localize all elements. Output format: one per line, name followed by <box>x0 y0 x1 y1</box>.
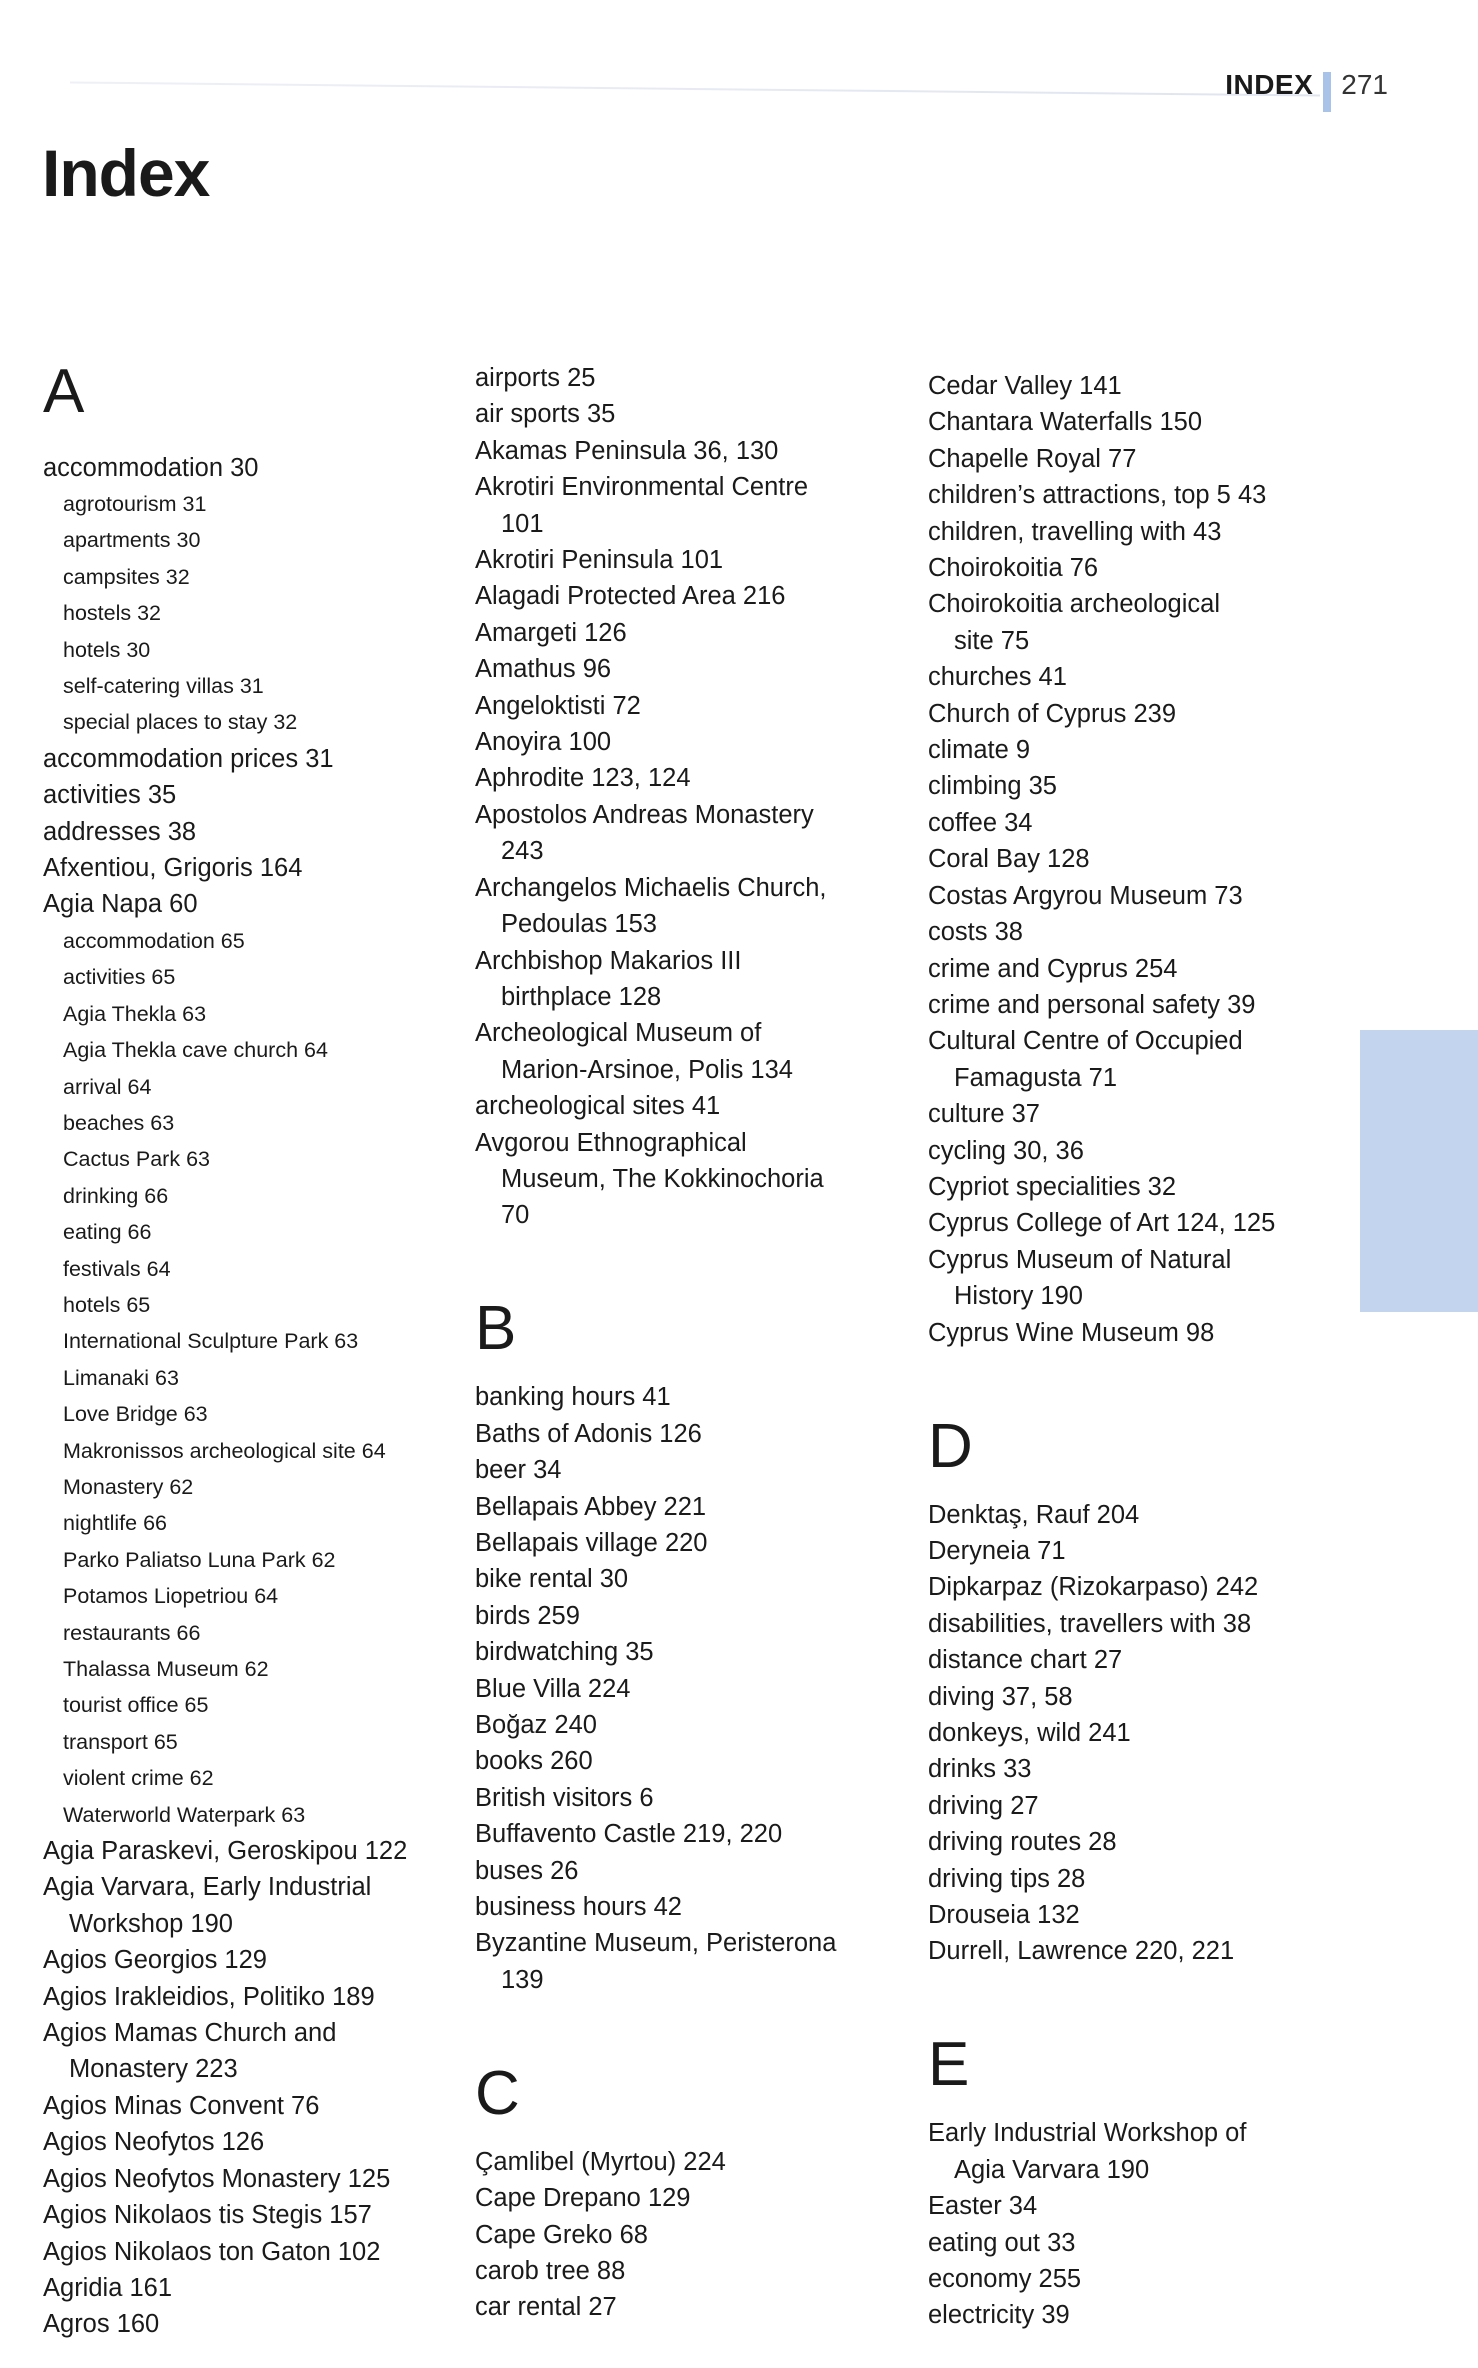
entry-text: Buffavento Castle 219, 220 <box>475 1820 783 1849</box>
entry-text: Agridia 161 <box>43 2273 173 2302</box>
index-entry <box>928 659 1358 695</box>
index-entry <box>928 586 1358 659</box>
entry-text: Agia Paraskevi, Geroskipou 122 <box>43 1837 408 1866</box>
entry-text: Agios Neofytos Monastery 125 <box>43 2164 391 2193</box>
index-entry <box>928 1715 1358 1751</box>
index-subentry <box>43 1469 473 1505</box>
entry-text: hostels 32 <box>63 601 162 626</box>
index-entry <box>475 651 905 687</box>
index-subentry <box>43 1214 473 1250</box>
section-label: INDEX <box>1225 69 1314 100</box>
index-entry <box>43 1833 473 1869</box>
index-entry <box>43 2234 473 2270</box>
entry-text: Archbishop Makarios III <box>475 946 742 975</box>
entry-text: churches 41 <box>928 663 1067 692</box>
index-entry <box>475 1925 905 1998</box>
entry-text: tourist office 65 <box>63 1693 209 1718</box>
letter-heading: E <box>928 2030 970 2100</box>
entry-text: Çamlibel (Myrtou) 224 <box>475 2147 726 2176</box>
index-entry <box>475 1707 905 1743</box>
entry-text: drinking 66 <box>63 1183 169 1208</box>
entry-text: Bellapais Abbey 221 <box>475 1492 707 1521</box>
index-entry <box>928 1788 1358 1824</box>
index-entry <box>475 1598 905 1634</box>
entry-text: Agros 160 <box>43 2310 160 2339</box>
index-entry <box>928 1205 1358 1241</box>
entry-text: birdwatching 35 <box>475 1638 654 1667</box>
entry-text: Costas Argyrou Museum 73 <box>928 881 1243 910</box>
letter-heading: B <box>475 1294 517 1364</box>
index-entry <box>43 741 473 777</box>
entry-text: climate 9 <box>928 736 1031 765</box>
index-entry <box>475 1088 905 1124</box>
entry-text: Durrell, Lawrence 220, 221 <box>928 1937 1235 1966</box>
entry-text: Monastery 62 <box>63 1474 194 1499</box>
index-subentry <box>43 959 473 995</box>
entry-text: Potamos Liopetriou 64 <box>63 1584 279 1609</box>
index-entry <box>475 433 905 469</box>
index-entry <box>475 2217 905 2253</box>
entry-text: Cyprus College of Art 124, 125 <box>928 1209 1276 1238</box>
index-entry <box>475 1525 905 1561</box>
index-entry <box>475 870 905 943</box>
index-entry <box>928 1679 1358 1715</box>
index-subentry <box>43 1323 473 1359</box>
index-entry <box>475 2289 905 2325</box>
entry-text: British visitors 6 <box>475 1783 654 1812</box>
entry-text: Agia Thekla cave church 64 <box>63 1038 328 1063</box>
entry-text: Makronissos archeological site 64 <box>63 1438 386 1463</box>
entry-text: hotels 65 <box>63 1292 151 1317</box>
index-entry <box>928 368 1358 404</box>
index-entry <box>928 696 1358 732</box>
index-subentry <box>43 1760 473 1796</box>
index-entry <box>43 850 473 886</box>
entry-text: Cultural Centre of Occupied <box>928 1027 1243 1056</box>
header-divider <box>1323 72 1331 112</box>
index-entry <box>928 1606 1358 1642</box>
index-entry <box>475 1889 905 1925</box>
index-subentry <box>43 704 473 740</box>
entry-text: Akrotiri Peninsula 101 <box>475 546 724 575</box>
entry-text: Agios Nikolaos tis Stegis 157 <box>43 2201 372 2230</box>
entry-text: coffee 34 <box>928 808 1033 837</box>
entry-text: Baths of Adonis 126 <box>475 1419 702 1448</box>
entry-text: disabilities, travellers with 38 <box>928 1609 1252 1638</box>
index-entry <box>43 2270 473 2306</box>
entry-text: driving 27 <box>928 1791 1039 1820</box>
index-entry <box>475 1416 905 1452</box>
entry-continuation: Monastery 223 <box>69 2055 238 2084</box>
entry-text: beaches 63 <box>63 1110 175 1135</box>
entry-text: Agia Thekla 63 <box>63 1001 207 1026</box>
index-entry <box>475 2180 905 2216</box>
entry-text: arrival 64 <box>63 1074 152 1099</box>
entry-text: festivals 64 <box>63 1256 171 1281</box>
entry-text: birds 259 <box>475 1601 580 1630</box>
entry-text: eating 66 <box>63 1220 152 1245</box>
index-entry <box>475 1489 905 1525</box>
index-entry <box>43 886 473 922</box>
entry-text: cycling 30, 36 <box>928 1136 1084 1165</box>
entry-text: beer 34 <box>475 1456 562 1485</box>
index-subentry <box>43 632 473 668</box>
entry-text: Agios Minas Convent 76 <box>43 2091 320 2120</box>
index-entry <box>475 360 905 396</box>
entry-text: activities 65 <box>63 965 176 990</box>
letter-heading: D <box>928 1411 973 1481</box>
entry-text: Cypriot specialities 32 <box>928 1172 1177 1201</box>
entry-text: Afxentiou, Grigoris 164 <box>43 854 303 883</box>
entry-text: special places to stay 32 <box>63 710 298 735</box>
index-entry <box>928 441 1358 477</box>
index-entry <box>928 1751 1358 1787</box>
entry-text: airports 25 <box>475 364 596 392</box>
index-entry <box>475 615 905 651</box>
index-entry <box>475 2253 905 2289</box>
index-entry <box>43 814 473 850</box>
index-entry <box>43 1979 473 2015</box>
entry-text: Angeloktisti 72 <box>475 691 641 720</box>
entry-text: Church of Cyprus 239 <box>928 699 1177 728</box>
entry-text: restaurants 66 <box>63 1620 201 1645</box>
index-entry <box>475 760 905 796</box>
index-entry <box>475 1671 905 1707</box>
index-subentry <box>43 486 473 522</box>
index-entry <box>928 987 1358 1023</box>
entry-text: Chantara Waterfalls 150 <box>928 408 1203 437</box>
index-entry <box>928 1315 1358 1351</box>
entry-continuation: site 75 <box>954 626 1030 655</box>
letter-heading: A <box>43 356 85 426</box>
index-subentry <box>43 1251 473 1287</box>
entry-continuation: 139 <box>501 1965 544 1994</box>
entry-text: Coral Bay 128 <box>928 845 1090 874</box>
entry-text: addresses 38 <box>43 817 197 846</box>
index-entry <box>475 1780 905 1816</box>
entry-text: Limanaki 63 <box>63 1365 179 1390</box>
index-subentry <box>43 1578 473 1614</box>
entry-text: Cedar Valley 141 <box>928 372 1122 400</box>
index-subentry <box>43 996 473 1032</box>
index-entry <box>475 2144 905 2180</box>
entry-text: Parko Paliatso Luna Park 62 <box>63 1547 336 1572</box>
entry-continuation: 243 <box>501 837 544 866</box>
entry-text: Dipkarpaz (Rizokarpaso) 242 <box>928 1573 1259 1602</box>
entry-text: climbing 35 <box>928 772 1057 801</box>
entry-text: activities 35 <box>43 781 177 810</box>
entry-text: banking hours 41 <box>475 1383 671 1412</box>
index-subentry <box>43 559 473 595</box>
index-entry <box>475 1379 905 1415</box>
entry-text: Agios Nikolaos ton Gaton 102 <box>43 2237 381 2266</box>
entry-text: International Sculpture Park 63 <box>63 1329 359 1354</box>
index-entry <box>928 1824 1358 1860</box>
entry-text: bike rental 30 <box>475 1565 629 1594</box>
index-entry <box>475 724 905 760</box>
index-entry <box>475 1452 905 1488</box>
entry-text: Agios Neofytos 126 <box>43 2128 265 2157</box>
entry-text: donkeys, wild 241 <box>928 1719 1131 1747</box>
running-header <box>1225 58 1388 112</box>
index-entry <box>475 1816 905 1852</box>
letter-heading: C <box>475 2058 520 2128</box>
entry-text: driving tips 28 <box>928 1864 1086 1893</box>
entry-text: Akrotiri Environmental Centre <box>475 473 809 502</box>
index-subentry <box>43 1724 473 1760</box>
entry-text: children’s attractions, top 5 43 <box>928 481 1267 510</box>
entry-text: business hours 42 <box>475 1893 682 1922</box>
index-entry <box>475 797 905 870</box>
index-entry <box>475 1634 905 1670</box>
index-entry <box>928 1023 1358 1096</box>
entry-text: Archangelos Michaelis Church, <box>475 873 827 902</box>
entry-text: apartments 30 <box>63 528 201 553</box>
index-entry <box>928 2297 1358 2333</box>
entry-text: Denktaş, Rauf 204 <box>928 1500 1140 1529</box>
entry-text: campsites 32 <box>63 564 190 589</box>
index-entry <box>43 1942 473 1978</box>
index-entry <box>928 2115 1358 2188</box>
index-entry <box>928 1533 1358 1569</box>
index-subentry <box>43 923 473 959</box>
entry-text: Amargeti 126 <box>475 618 627 647</box>
entry-continuation: Museum, The Kokkinochoria <box>501 1164 824 1193</box>
index-entry <box>928 2261 1358 2297</box>
index-entry <box>928 841 1358 877</box>
index-entry <box>475 1743 905 1779</box>
entry-text: driving routes 28 <box>928 1828 1117 1857</box>
index-subentry <box>43 1651 473 1687</box>
chapter-thumb-tab <box>1360 1030 1478 1312</box>
entry-text: Agios Mamas Church and <box>43 2019 337 2048</box>
entry-text: Amathus 96 <box>475 655 612 684</box>
entry-text: Agia Varvara, Early Industrial <box>43 1873 372 1902</box>
entry-text: Apostolos Andreas Monastery <box>475 800 814 829</box>
entry-text: transport 65 <box>63 1729 178 1754</box>
index-entry <box>928 878 1358 914</box>
entry-text: accommodation 65 <box>63 928 245 953</box>
index-subentry <box>43 1615 473 1651</box>
index-entry <box>475 1853 905 1889</box>
index-column-1 <box>43 304 473 2343</box>
index-subentry <box>43 522 473 558</box>
entry-text: Alagadi Protected Area 216 <box>475 582 786 611</box>
entry-text: Avgorou Ethnographical <box>475 1128 747 1157</box>
entry-text: diving 37, 58 <box>928 1682 1073 1711</box>
index-subentry <box>43 595 473 631</box>
entry-text: electricity 39 <box>928 2301 1070 2330</box>
entry-continuation: birthplace 128 <box>501 982 662 1011</box>
entry-continuation: Pedoulas 153 <box>501 910 657 939</box>
index-entry <box>928 1169 1358 1205</box>
index-subentry <box>43 1542 473 1578</box>
entry-text: Boğaz 240 <box>475 1711 597 1739</box>
index-entry <box>928 768 1358 804</box>
entry-text: Agios Georgios 129 <box>43 1946 267 1975</box>
entry-text: Love Bridge 63 <box>63 1402 208 1427</box>
entry-text: Archeological Museum of <box>475 1019 762 1048</box>
entry-text: violent crime 62 <box>63 1766 214 1791</box>
index-entry <box>475 1015 905 1088</box>
index-entry <box>928 477 1358 513</box>
entry-text: Cape Drepano 129 <box>475 2184 691 2213</box>
entry-text: books 260 <box>475 1747 593 1776</box>
entry-continuation: 70 <box>501 1201 530 1230</box>
index-entry <box>43 2088 473 2124</box>
index-entry <box>43 2124 473 2160</box>
entry-text: Agios Irakleidios, Politiko 189 <box>43 1982 375 2011</box>
entry-text: buses 26 <box>475 1856 579 1885</box>
index-subentry <box>43 1396 473 1432</box>
entry-continuation: Marion-Arsinoe, Polis 134 <box>501 1055 793 1084</box>
index-column-2 <box>475 360 905 2326</box>
entry-continuation: Agia Varvara 190 <box>954 2155 1150 2184</box>
entry-text: agrotourism 31 <box>63 492 207 516</box>
index-entry <box>475 943 905 1016</box>
index-entry <box>928 914 1358 950</box>
entry-text: Cape Greko 68 <box>475 2220 648 2249</box>
index-entry <box>928 1497 1358 1533</box>
entry-continuation: Famagusta 71 <box>954 1063 1118 1092</box>
index-entry <box>475 688 905 724</box>
index-entry <box>928 732 1358 768</box>
index-entry <box>928 404 1358 440</box>
entry-text: Cyprus Museum of Natural <box>928 1245 1232 1274</box>
index-subentry <box>43 668 473 704</box>
index-subentry <box>43 1069 473 1105</box>
entry-text: Chapelle Royal 77 <box>928 444 1137 473</box>
index-entry <box>928 1133 1358 1169</box>
entry-text: Drouseia 132 <box>928 1901 1080 1930</box>
index-entry <box>475 396 905 432</box>
entry-text: accommodation prices 31 <box>43 744 334 773</box>
index-entry <box>475 542 905 578</box>
index-column-3 <box>928 368 1358 2334</box>
entry-text: Akamas Peninsula 36, 130 <box>475 436 779 465</box>
index-entry <box>43 2306 473 2342</box>
entry-text: Easter 34 <box>928 2192 1038 2221</box>
index-subentry <box>43 1032 473 1068</box>
index-subentry <box>43 1287 473 1323</box>
index-entry <box>928 2188 1358 2224</box>
index-entry <box>43 2161 473 2197</box>
index-entry <box>928 805 1358 841</box>
entry-text: culture 37 <box>928 1100 1040 1129</box>
entry-text: crime and Cyprus 254 <box>928 954 1178 983</box>
index-subentry <box>43 1360 473 1396</box>
index-entry <box>43 450 473 486</box>
entry-continuation: Workshop 190 <box>69 1909 233 1938</box>
entry-text: Choirokoitia 76 <box>928 554 1099 583</box>
index-entry <box>928 1569 1358 1605</box>
header-rule <box>70 81 1320 96</box>
index-entry <box>43 2015 473 2088</box>
index-subentry <box>43 1141 473 1177</box>
entry-text: children, travelling with 43 <box>928 517 1222 546</box>
entry-text: nightlife 66 <box>63 1511 167 1536</box>
entry-text: drinks 33 <box>928 1755 1032 1784</box>
entry-text: Aphrodite 123, 124 <box>475 764 691 793</box>
entry-text: carob tree 88 <box>475 2257 626 2286</box>
index-entry <box>928 1242 1358 1315</box>
index-entry <box>43 777 473 813</box>
index-entry <box>475 1197 905 1233</box>
index-entry <box>475 1125 905 1198</box>
entry-text: Cyprus Wine Museum 98 <box>928 1318 1215 1347</box>
entry-text: Thalassa Museum 62 <box>63 1657 269 1681</box>
entry-continuation: 101 <box>501 509 544 538</box>
index-entry <box>928 514 1358 550</box>
entry-text: distance chart 27 <box>928 1646 1123 1675</box>
index-entry <box>475 578 905 614</box>
entry-continuation: History 190 <box>954 1282 1083 1311</box>
index-subentry <box>43 1797 473 1833</box>
entry-text: Agia Napa 60 <box>43 890 198 919</box>
index-entry <box>928 1096 1358 1132</box>
index-entry <box>928 1642 1358 1678</box>
entry-text: Waterworld Waterpark 63 <box>63 1802 306 1827</box>
index-entry <box>43 2197 473 2233</box>
entry-text: Byzantine Museum, Peristerona <box>475 1929 837 1958</box>
entry-text: car rental 27 <box>475 2293 617 2322</box>
entry-text: accommodation 30 <box>43 453 259 482</box>
page-number: 271 <box>1341 69 1388 100</box>
entry-text: air sports 35 <box>475 400 616 429</box>
index-entry <box>928 2225 1358 2261</box>
entry-text: Deryneia 71 <box>928 1536 1066 1565</box>
entry-text: eating out 33 <box>928 2228 1076 2257</box>
index-entry <box>928 1861 1358 1897</box>
index-entry <box>928 1933 1358 1969</box>
entry-text: hotels 30 <box>63 637 151 662</box>
entry-text: Cactus Park 63 <box>63 1147 210 1172</box>
index-entry <box>928 951 1358 987</box>
index-entry <box>475 469 905 542</box>
index-entry <box>928 1897 1358 1933</box>
index-entry <box>928 550 1358 586</box>
page-title: Index <box>42 136 210 210</box>
index-entry <box>475 1561 905 1597</box>
index-subentry <box>43 1505 473 1541</box>
entry-text: archeological sites 41 <box>475 1092 721 1121</box>
index-subentry <box>43 1687 473 1723</box>
entry-text: Bellapais village 220 <box>475 1528 708 1557</box>
entry-text: Early Industrial Workshop of <box>928 2119 1247 2148</box>
entry-text: Anoyira 100 <box>475 728 612 757</box>
index-entry <box>43 1869 473 1942</box>
index-subentry <box>43 1178 473 1214</box>
entry-text: crime and personal safety 39 <box>928 990 1256 1019</box>
index-subentry <box>43 1105 473 1141</box>
index-subentry <box>43 1433 473 1469</box>
entry-text: Choirokoitia archeological <box>928 590 1220 619</box>
entry-text: economy 255 <box>928 2265 1082 2294</box>
entry-text: costs 38 <box>928 918 1023 947</box>
entry-text: self-catering villas 31 <box>63 674 264 699</box>
entry-text: Blue Villa 224 <box>475 1674 631 1703</box>
